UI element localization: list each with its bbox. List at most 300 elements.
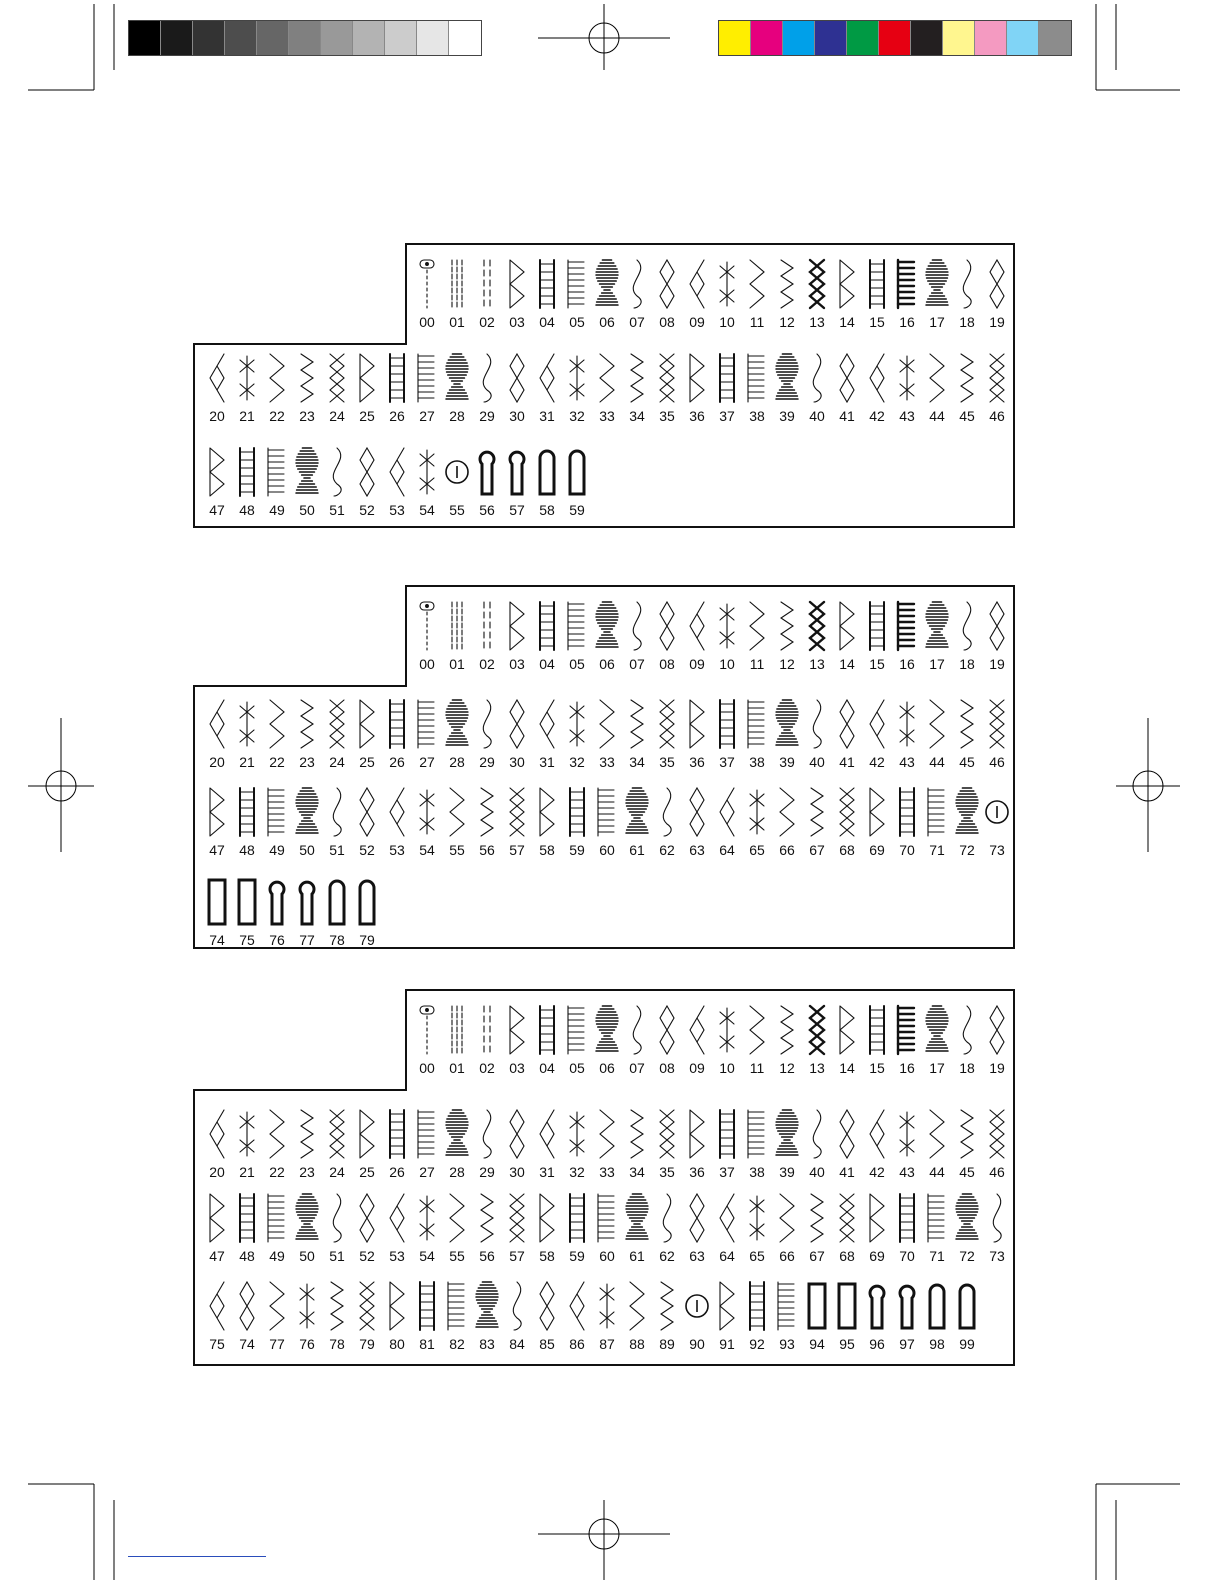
stitch-number: 86 [569, 1336, 585, 1352]
stitch-pattern [712, 1280, 742, 1352]
stitch-number: 04 [539, 1060, 555, 1076]
stitch-number: 31 [539, 408, 555, 424]
stitch-icon [532, 1192, 562, 1244]
stitch-pattern [892, 1280, 922, 1352]
stitch-number: 96 [869, 1336, 885, 1352]
stitch-number: 49 [269, 1248, 285, 1264]
stitch-number: 11 [749, 1060, 765, 1076]
stitch-number: 20 [209, 754, 225, 770]
stitch-icon [832, 1004, 862, 1056]
stitch-number: 50 [299, 1248, 315, 1264]
stitch-number: 34 [629, 1164, 645, 1180]
stitch-pattern [472, 1108, 502, 1180]
stitch-icon [952, 1004, 982, 1056]
stitch-number: 54 [419, 842, 435, 858]
stitch-number: 15 [869, 314, 885, 330]
stitch-pattern [592, 1280, 622, 1352]
stitch-number: 22 [269, 1164, 285, 1180]
stitch-number: 18 [959, 656, 975, 672]
stitch-number: 06 [599, 1060, 615, 1076]
stitch-icon [652, 1280, 682, 1332]
stitch-icon [862, 1280, 892, 1332]
stitch-number: 17 [929, 656, 945, 672]
stitch-number: 71 [929, 842, 945, 858]
stitch-pattern [682, 1004, 712, 1076]
stitch-pattern [472, 1004, 502, 1076]
stitch-pattern [472, 1192, 502, 1264]
stitch-pattern [922, 1004, 952, 1076]
stitch-number: 56 [479, 502, 495, 518]
stitch-pattern [382, 1108, 412, 1180]
stitch-icon [952, 1192, 982, 1244]
stitch-number: 03 [509, 1060, 525, 1076]
stitch-number: 72 [959, 842, 975, 858]
stitch-icon [622, 1280, 652, 1332]
stitch-icon [292, 1108, 322, 1160]
stitch-number: 45 [959, 754, 975, 770]
stitch-number: 06 [599, 656, 615, 672]
stitch-pattern [952, 1004, 982, 1076]
stitch-number: 56 [479, 842, 495, 858]
stitch-number: 01 [449, 1060, 465, 1076]
stitch-number: 27 [419, 408, 435, 424]
stitch-number: 79 [359, 1336, 375, 1352]
stitch-number: 48 [239, 1248, 255, 1264]
stitch-pattern [502, 1004, 532, 1076]
stitch-pattern [262, 1192, 292, 1264]
stitch-number: 14 [839, 656, 855, 672]
stitch-number: 73 [989, 1248, 1005, 1264]
stitch-number: 53 [389, 842, 405, 858]
stitch-number: 74 [239, 1336, 255, 1352]
stitch-number: 21 [239, 754, 255, 770]
stitch-number: 31 [539, 754, 555, 770]
stitch-icon [742, 1108, 772, 1160]
stitch-number: 50 [299, 842, 315, 858]
stitch-number: 18 [959, 314, 975, 330]
stitch-number: 67 [809, 1248, 825, 1264]
stitch-number: 83 [479, 1336, 495, 1352]
stitch-number: 51 [329, 1248, 345, 1264]
stitch-icon [202, 1108, 232, 1160]
stitch-icon [502, 1192, 532, 1244]
stitch-number: 10 [719, 656, 735, 672]
stitch-pattern [262, 1280, 292, 1352]
stitch-number: 14 [839, 1060, 855, 1076]
stitch-number: 02 [479, 656, 495, 672]
stitch-number: 64 [719, 1248, 735, 1264]
stitch-icon [262, 1108, 292, 1160]
stitch-icon [712, 1004, 742, 1056]
stitch-number: 39 [779, 1164, 795, 1180]
stitch-pattern [562, 1004, 592, 1076]
stitch-icon [592, 1192, 622, 1244]
stitch-pattern [682, 1192, 712, 1264]
stitch-number: 48 [239, 502, 255, 518]
stitch-number: 69 [869, 842, 885, 858]
stitch-number: 43 [899, 754, 915, 770]
stitch-icon [742, 1004, 772, 1056]
stitch-number: 11 [749, 656, 765, 672]
stitch-number: 43 [899, 408, 915, 424]
stitch-icon [952, 1108, 982, 1160]
stitch-number: 89 [659, 1336, 675, 1352]
stitch-number: 55 [449, 502, 465, 518]
stitch-pattern [712, 1108, 742, 1180]
stitch-pattern [892, 1192, 922, 1264]
stitch-number: 76 [299, 1336, 315, 1352]
stitch-pattern [562, 1280, 592, 1352]
stitch-number: 42 [869, 1164, 885, 1180]
stitch-number: 68 [839, 842, 855, 858]
stitch-icon [412, 1280, 442, 1332]
stitch-number: 41 [839, 1164, 855, 1180]
stitch-number: 41 [839, 754, 855, 770]
stitch-icon [712, 1108, 742, 1160]
stitch-icon [532, 1004, 562, 1056]
stitch-pattern [892, 1004, 922, 1076]
stitch-pattern [772, 1108, 802, 1180]
stitch-pattern [922, 1108, 952, 1180]
stitch-icon [862, 1192, 892, 1244]
stitch-number: 51 [329, 502, 345, 518]
stitch-icon [442, 1004, 472, 1056]
stitch-number: 21 [239, 1164, 255, 1180]
stitch-pattern [562, 1108, 592, 1180]
stitch-number: 52 [359, 502, 375, 518]
stitch-number: 32 [569, 1164, 585, 1180]
stitch-pattern [712, 1192, 742, 1264]
stitch-pattern [202, 1192, 232, 1264]
stitch-number: 80 [389, 1336, 405, 1352]
stitch-number: 42 [869, 754, 885, 770]
stitch-number: 75 [239, 932, 255, 948]
stitch-number: 17 [929, 1060, 945, 1076]
stitch-number: 97 [899, 1336, 915, 1352]
stitch-number: 91 [719, 1336, 735, 1352]
stitch-number: 28 [449, 754, 465, 770]
stitch-number: 28 [449, 1164, 465, 1180]
stitch-pattern [502, 1280, 532, 1352]
stitch-number: 77 [299, 932, 315, 948]
stitch-number: 38 [749, 754, 765, 770]
stitch-icon [892, 1004, 922, 1056]
stitch-number: 19 [989, 656, 1005, 672]
stitch-number: 29 [479, 754, 495, 770]
stitch-icon [592, 1004, 622, 1056]
stitch-pattern [802, 1192, 832, 1264]
stitch-pattern [742, 1004, 772, 1076]
stitch-number: 03 [509, 314, 525, 330]
stitch-number: 26 [389, 408, 405, 424]
stitch-number: 57 [509, 842, 525, 858]
stitch-pattern [742, 1192, 772, 1264]
stitch-pattern [322, 1280, 352, 1352]
stitch-pattern [472, 1280, 502, 1352]
stitch-number: 21 [239, 408, 255, 424]
stitch-pattern [862, 1108, 892, 1180]
stitch-number: 25 [359, 754, 375, 770]
stitch-number: 05 [569, 1060, 585, 1076]
stitch-number: 04 [539, 314, 555, 330]
stitch-number: 29 [479, 1164, 495, 1180]
stitch-number: 03 [509, 656, 525, 672]
stitch-pattern [322, 1192, 352, 1264]
stitch-number: 23 [299, 408, 315, 424]
stitch-pattern [412, 1192, 442, 1264]
stitch-number: 04 [539, 656, 555, 672]
stitch-number: 32 [569, 754, 585, 770]
stitch-pattern [832, 1004, 862, 1076]
stitch-number: 58 [539, 502, 555, 518]
stitch-number: 20 [209, 408, 225, 424]
stitch-pattern [772, 1192, 802, 1264]
stitch-pattern [412, 1280, 442, 1352]
stitch-pattern [862, 1280, 892, 1352]
stitch-number: 26 [389, 1164, 405, 1180]
stitch-number: 68 [839, 1248, 855, 1264]
stitch-number: 23 [299, 754, 315, 770]
stitch-icon [562, 1108, 592, 1160]
stitch-number: 63 [689, 842, 705, 858]
stitch-icon [892, 1280, 922, 1332]
stitch-icon [982, 1192, 1012, 1244]
stitch-pattern [202, 1108, 232, 1180]
stitch-icon [772, 1280, 802, 1332]
stitch-number: 13 [809, 656, 825, 672]
stitch-icon [592, 1108, 622, 1160]
stitch-icon [892, 1108, 922, 1160]
stitch-number: 44 [929, 408, 945, 424]
stitch-number: 48 [239, 842, 255, 858]
stitch-number: 92 [749, 1336, 765, 1352]
stitch-pattern [352, 1108, 382, 1180]
stitch-icon [712, 1192, 742, 1244]
stitch-icon [922, 1004, 952, 1056]
stitch-pattern [892, 1108, 922, 1180]
stitch-icon [232, 1108, 262, 1160]
stitch-number: 35 [659, 408, 675, 424]
stitch-number: 74 [209, 932, 225, 948]
stitch-number: 85 [539, 1336, 555, 1352]
stitch-number: 78 [329, 932, 345, 948]
stitch-number: 54 [419, 502, 435, 518]
stitch-number: 05 [569, 656, 585, 672]
stitch-icon [412, 1004, 442, 1056]
stitch-number: 99 [959, 1336, 975, 1352]
stitch-icon [442, 1280, 472, 1332]
stitch-icon [562, 1280, 592, 1332]
stitch-number: 59 [569, 1248, 585, 1264]
stitch-icon [652, 1192, 682, 1244]
stitch-number: 06 [599, 314, 615, 330]
stitch-icon [382, 1280, 412, 1332]
stitch-icon [952, 1280, 982, 1332]
stitch-number: 67 [809, 842, 825, 858]
stitch-pattern [652, 1192, 682, 1264]
stitch-pattern [442, 1108, 472, 1180]
stitch-pattern [682, 1108, 712, 1180]
stitch-pattern [682, 1280, 712, 1352]
stitch-icon [832, 1108, 862, 1160]
stitch-icon [742, 1192, 772, 1244]
stitch-number: 57 [509, 1248, 525, 1264]
stitch-number: 49 [269, 502, 285, 518]
stitch-icon [862, 1004, 892, 1056]
stitch-number: 07 [629, 656, 645, 672]
stitch-pattern [772, 1280, 802, 1352]
stitch-icon [322, 1192, 352, 1244]
stitch-number: 25 [359, 1164, 375, 1180]
stitch-number: 59 [569, 502, 585, 518]
stitch-number: 13 [809, 1060, 825, 1076]
stitch-number: 87 [599, 1336, 615, 1352]
stitch-pattern [532, 1192, 562, 1264]
stitch-number: 76 [269, 932, 285, 948]
stitch-icon [472, 1004, 502, 1056]
stitch-icon [592, 1280, 622, 1332]
stitch-icon [202, 1280, 232, 1332]
stitch-number: 44 [929, 754, 945, 770]
stitch-pattern [292, 1192, 322, 1264]
stitch-pattern [622, 1004, 652, 1076]
stitch-number: 73 [989, 842, 1005, 858]
stitch-number: 01 [449, 656, 465, 672]
stitch-number: 36 [689, 408, 705, 424]
stitch-icon [772, 1108, 802, 1160]
stitch-pattern [982, 1192, 1012, 1264]
stitch-number: 08 [659, 314, 675, 330]
stitch-number: 10 [719, 1060, 735, 1076]
stitch-number: 42 [869, 408, 885, 424]
stitch-number: 66 [779, 1248, 795, 1264]
stitch-icon [922, 1280, 952, 1332]
stitch-icon [472, 1192, 502, 1244]
stitch-number: 01 [449, 314, 465, 330]
stitch-number: 37 [719, 1164, 735, 1180]
stitch-pattern [802, 1108, 832, 1180]
stitch-number: 52 [359, 842, 375, 858]
stitch-pattern [772, 1004, 802, 1076]
stitch-pattern [982, 1108, 1012, 1180]
stitch-number: 90 [689, 1336, 705, 1352]
stitch-number: 24 [329, 754, 345, 770]
stitch-number: 61 [629, 842, 645, 858]
stitch-icon [562, 1192, 592, 1244]
stitch-icon [682, 1108, 712, 1160]
stitch-number: 13 [809, 314, 825, 330]
stitch-icon [682, 1192, 712, 1244]
stitch-pattern [442, 1192, 472, 1264]
stitch-pattern [442, 1280, 472, 1352]
stitch-icon [292, 1192, 322, 1244]
stitch-number: 65 [749, 842, 765, 858]
stitch-icon [412, 1108, 442, 1160]
stitch-pattern [592, 1004, 622, 1076]
stitch-number: 84 [509, 1336, 525, 1352]
footer-rule [128, 1556, 266, 1557]
stitch-icon [772, 1192, 802, 1244]
stitch-pattern [952, 1108, 982, 1180]
stitch-number: 77 [269, 1336, 285, 1352]
stitch-icon [982, 1108, 1012, 1160]
stitch-number: 12 [779, 1060, 795, 1076]
stitch-number: 39 [779, 754, 795, 770]
stitch-pattern [412, 1004, 442, 1076]
stitch-number: 26 [389, 754, 405, 770]
stitch-number: 47 [209, 842, 225, 858]
stitch-number: 00 [419, 656, 435, 672]
stitch-number: 69 [869, 1248, 885, 1264]
stitch-number: 09 [689, 656, 705, 672]
stitch-number: 05 [569, 314, 585, 330]
stitch-number: 30 [509, 754, 525, 770]
stitch-number: 14 [839, 314, 855, 330]
stitch-number: 60 [599, 842, 615, 858]
stitch-pattern [652, 1108, 682, 1180]
stitch-number: 46 [989, 754, 1005, 770]
stitch-number: 43 [899, 1164, 915, 1180]
stitch-pattern [592, 1192, 622, 1264]
stitch-pattern [532, 1004, 562, 1076]
stitch-icon [472, 1280, 502, 1332]
stitch-number: 63 [689, 1248, 705, 1264]
stitch-number: 33 [599, 1164, 615, 1180]
stitch-number: 45 [959, 408, 975, 424]
stitch-number: 25 [359, 408, 375, 424]
stitch-number: 32 [569, 408, 585, 424]
stitch-icon [682, 1280, 712, 1332]
stitch-pattern [232, 1280, 262, 1352]
stitch-number: 38 [749, 1164, 765, 1180]
stitch-number: 66 [779, 842, 795, 858]
stitch-number: 62 [659, 842, 675, 858]
stitch-number: 19 [989, 314, 1005, 330]
stitch-number: 27 [419, 1164, 435, 1180]
stitch-number: 16 [899, 1060, 915, 1076]
stitch-number: 00 [419, 1060, 435, 1076]
stitch-number: 78 [329, 1336, 345, 1352]
stitch-number: 40 [809, 408, 825, 424]
stitch-number: 37 [719, 754, 735, 770]
stitch-number: 33 [599, 408, 615, 424]
stitch-number: 55 [449, 1248, 465, 1264]
stitch-pattern [652, 1280, 682, 1352]
stitch-number: 47 [209, 502, 225, 518]
stitch-pattern [562, 1192, 592, 1264]
stitch-icon [412, 1192, 442, 1244]
stitch-pattern [922, 1192, 952, 1264]
stitch-number: 27 [419, 754, 435, 770]
stitch-number: 08 [659, 1060, 675, 1076]
stitch-number: 53 [389, 1248, 405, 1264]
stitch-pattern [862, 1192, 892, 1264]
stitch-pattern [202, 1280, 232, 1352]
stitch-number: 94 [809, 1336, 825, 1352]
stitch-number: 60 [599, 1248, 615, 1264]
stitch-icon [352, 1108, 382, 1160]
stitch-number: 02 [479, 1060, 495, 1076]
stitch-number: 31 [539, 1164, 555, 1180]
stitch-number: 24 [329, 1164, 345, 1180]
stitch-icon [352, 1192, 382, 1244]
stitch-icon [262, 1280, 292, 1332]
stitch-pattern [802, 1280, 832, 1352]
stitch-pattern [832, 1108, 862, 1180]
stitch-number: 16 [899, 314, 915, 330]
stitch-number: 35 [659, 1164, 675, 1180]
stitch-number: 19 [989, 1060, 1005, 1076]
